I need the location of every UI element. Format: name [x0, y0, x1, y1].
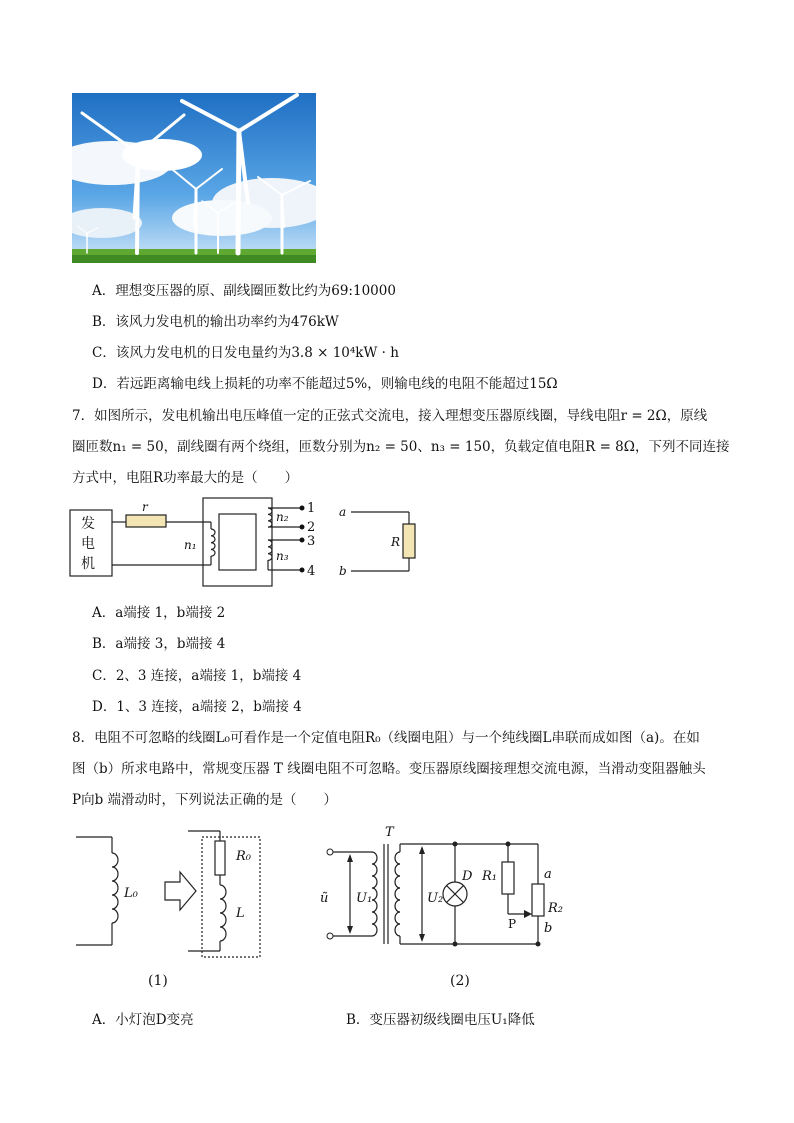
- q7-option-a: A．a端接 1，b端接 2: [92, 605, 226, 621]
- terminal-1-label: 1: [307, 501, 316, 516]
- q8-stem-line-2: 图（b）所求电路中，常规变压器 T 线圈电阻不可忽略。变压器原线圈接理想交流电源，当滑动变阻器触头: [72, 761, 706, 777]
- terminal-b-label: b: [339, 564, 347, 578]
- terminal-2-label: 2: [307, 520, 316, 535]
- q7-transformer-circuit: [66, 494, 426, 590]
- q6-option-c: C．该风力发电机的日发电量约为3.8 × 10⁴kW · h: [92, 345, 399, 361]
- coil-L: [220, 885, 226, 941]
- primary-coil-n1: [211, 529, 215, 556]
- P-label: P: [508, 917, 517, 931]
- q7-option-c: C．2、3 连接，a端接 1，b端接 4: [92, 668, 302, 684]
- generator-char-1: 发: [81, 516, 95, 532]
- q6-option-d: D．若远距离输电线上损耗的功率不能超过5%，则输电线的电阻不能超过15Ω: [92, 376, 558, 392]
- q8-option-b: B．变压器初级线圈电压U₁降低: [346, 1012, 535, 1028]
- secondary-coil: [395, 852, 400, 936]
- load-resistor-R: [403, 524, 415, 558]
- terminal-4-label: 4: [307, 564, 316, 579]
- q7-stem-line-1: 7．如图所示，发电机输出电压峰值一定的正弦式交流电，接入理想变压器原线圈，导线电阻r = 2Ω，原线: [72, 408, 708, 424]
- q7-option-b: B．a端接 3，b端接 4: [92, 636, 226, 652]
- generator-char-2: 电: [81, 536, 95, 552]
- figure-1-caption: (1): [148, 973, 168, 989]
- R-label: R: [391, 535, 401, 549]
- R0-label: R₀: [236, 849, 251, 864]
- u-label: ũ: [320, 891, 329, 906]
- dashed-box: [202, 837, 260, 957]
- T-label: T: [385, 825, 394, 840]
- terminal-3-label: 3: [307, 534, 316, 549]
- b-label: b: [544, 921, 553, 936]
- L0-label: L₀: [124, 886, 138, 901]
- resistor-R0: [215, 841, 225, 875]
- a-label: a: [544, 867, 552, 882]
- q8-stem-line-3: P向b 端滑动时，下列说法正确的是（ ）: [72, 792, 338, 808]
- U2-label: U₂: [427, 891, 444, 906]
- primary-coil: [372, 852, 377, 936]
- wind-turbine-photo: [72, 93, 316, 263]
- R2-label: R₂: [548, 901, 563, 916]
- secondary-coil-n2: [268, 508, 272, 527]
- q6-option-b: B．该风力发电机的输出功率约为476kW: [92, 314, 339, 330]
- transformer-core-inner: [219, 514, 256, 570]
- arrow-icon: [165, 872, 196, 910]
- q8-option-a: A．小灯泡D变亮: [92, 1012, 194, 1028]
- q8-stem-line-1: 8．电阻不可忽略的线圈L₀可看作是一个定值电阻R₀（线圈电阻）与一个纯线圈L串联而成如图（a)。在如: [72, 730, 700, 746]
- n3-label: n₃: [276, 549, 289, 563]
- D-label: D: [462, 869, 473, 884]
- n1-label: n₁: [184, 538, 197, 552]
- resistor-R1: [502, 862, 514, 894]
- rheostat-R2: [532, 884, 544, 916]
- q6-option-a: A．理想变压器的原、副线圈匝数比约为69:10000: [92, 283, 396, 299]
- coil-L0: [112, 853, 118, 923]
- q8-figure-1: [70, 825, 270, 995]
- secondary-coil-n3: [268, 540, 272, 560]
- generator-char-3: 机: [81, 556, 95, 572]
- L-label: L: [236, 906, 245, 921]
- terminal-a-label: a: [339, 505, 347, 519]
- n2-label: n₂: [276, 510, 289, 524]
- figure-2-caption: (2): [450, 973, 470, 989]
- wire-resistor-r: [126, 515, 166, 527]
- R1-label: R₁: [482, 869, 497, 884]
- U1-label: U₁: [356, 891, 373, 906]
- q8-figure-2: [310, 822, 590, 994]
- q7-stem-line-2: 圈匝数n₁ = 50，副线圈有两个绕组，匝数分别为n₂ = 50、n₃ = 150，负载定值电阻R = 8Ω，下列不同连接: [72, 439, 730, 455]
- q7-stem-line-3: 方式中，电阻R功率最大的是（ ）: [72, 470, 299, 486]
- r-label: r: [142, 500, 148, 514]
- q7-option-d: D．1、3 连接，a端接 2，b端接 4: [92, 699, 302, 715]
